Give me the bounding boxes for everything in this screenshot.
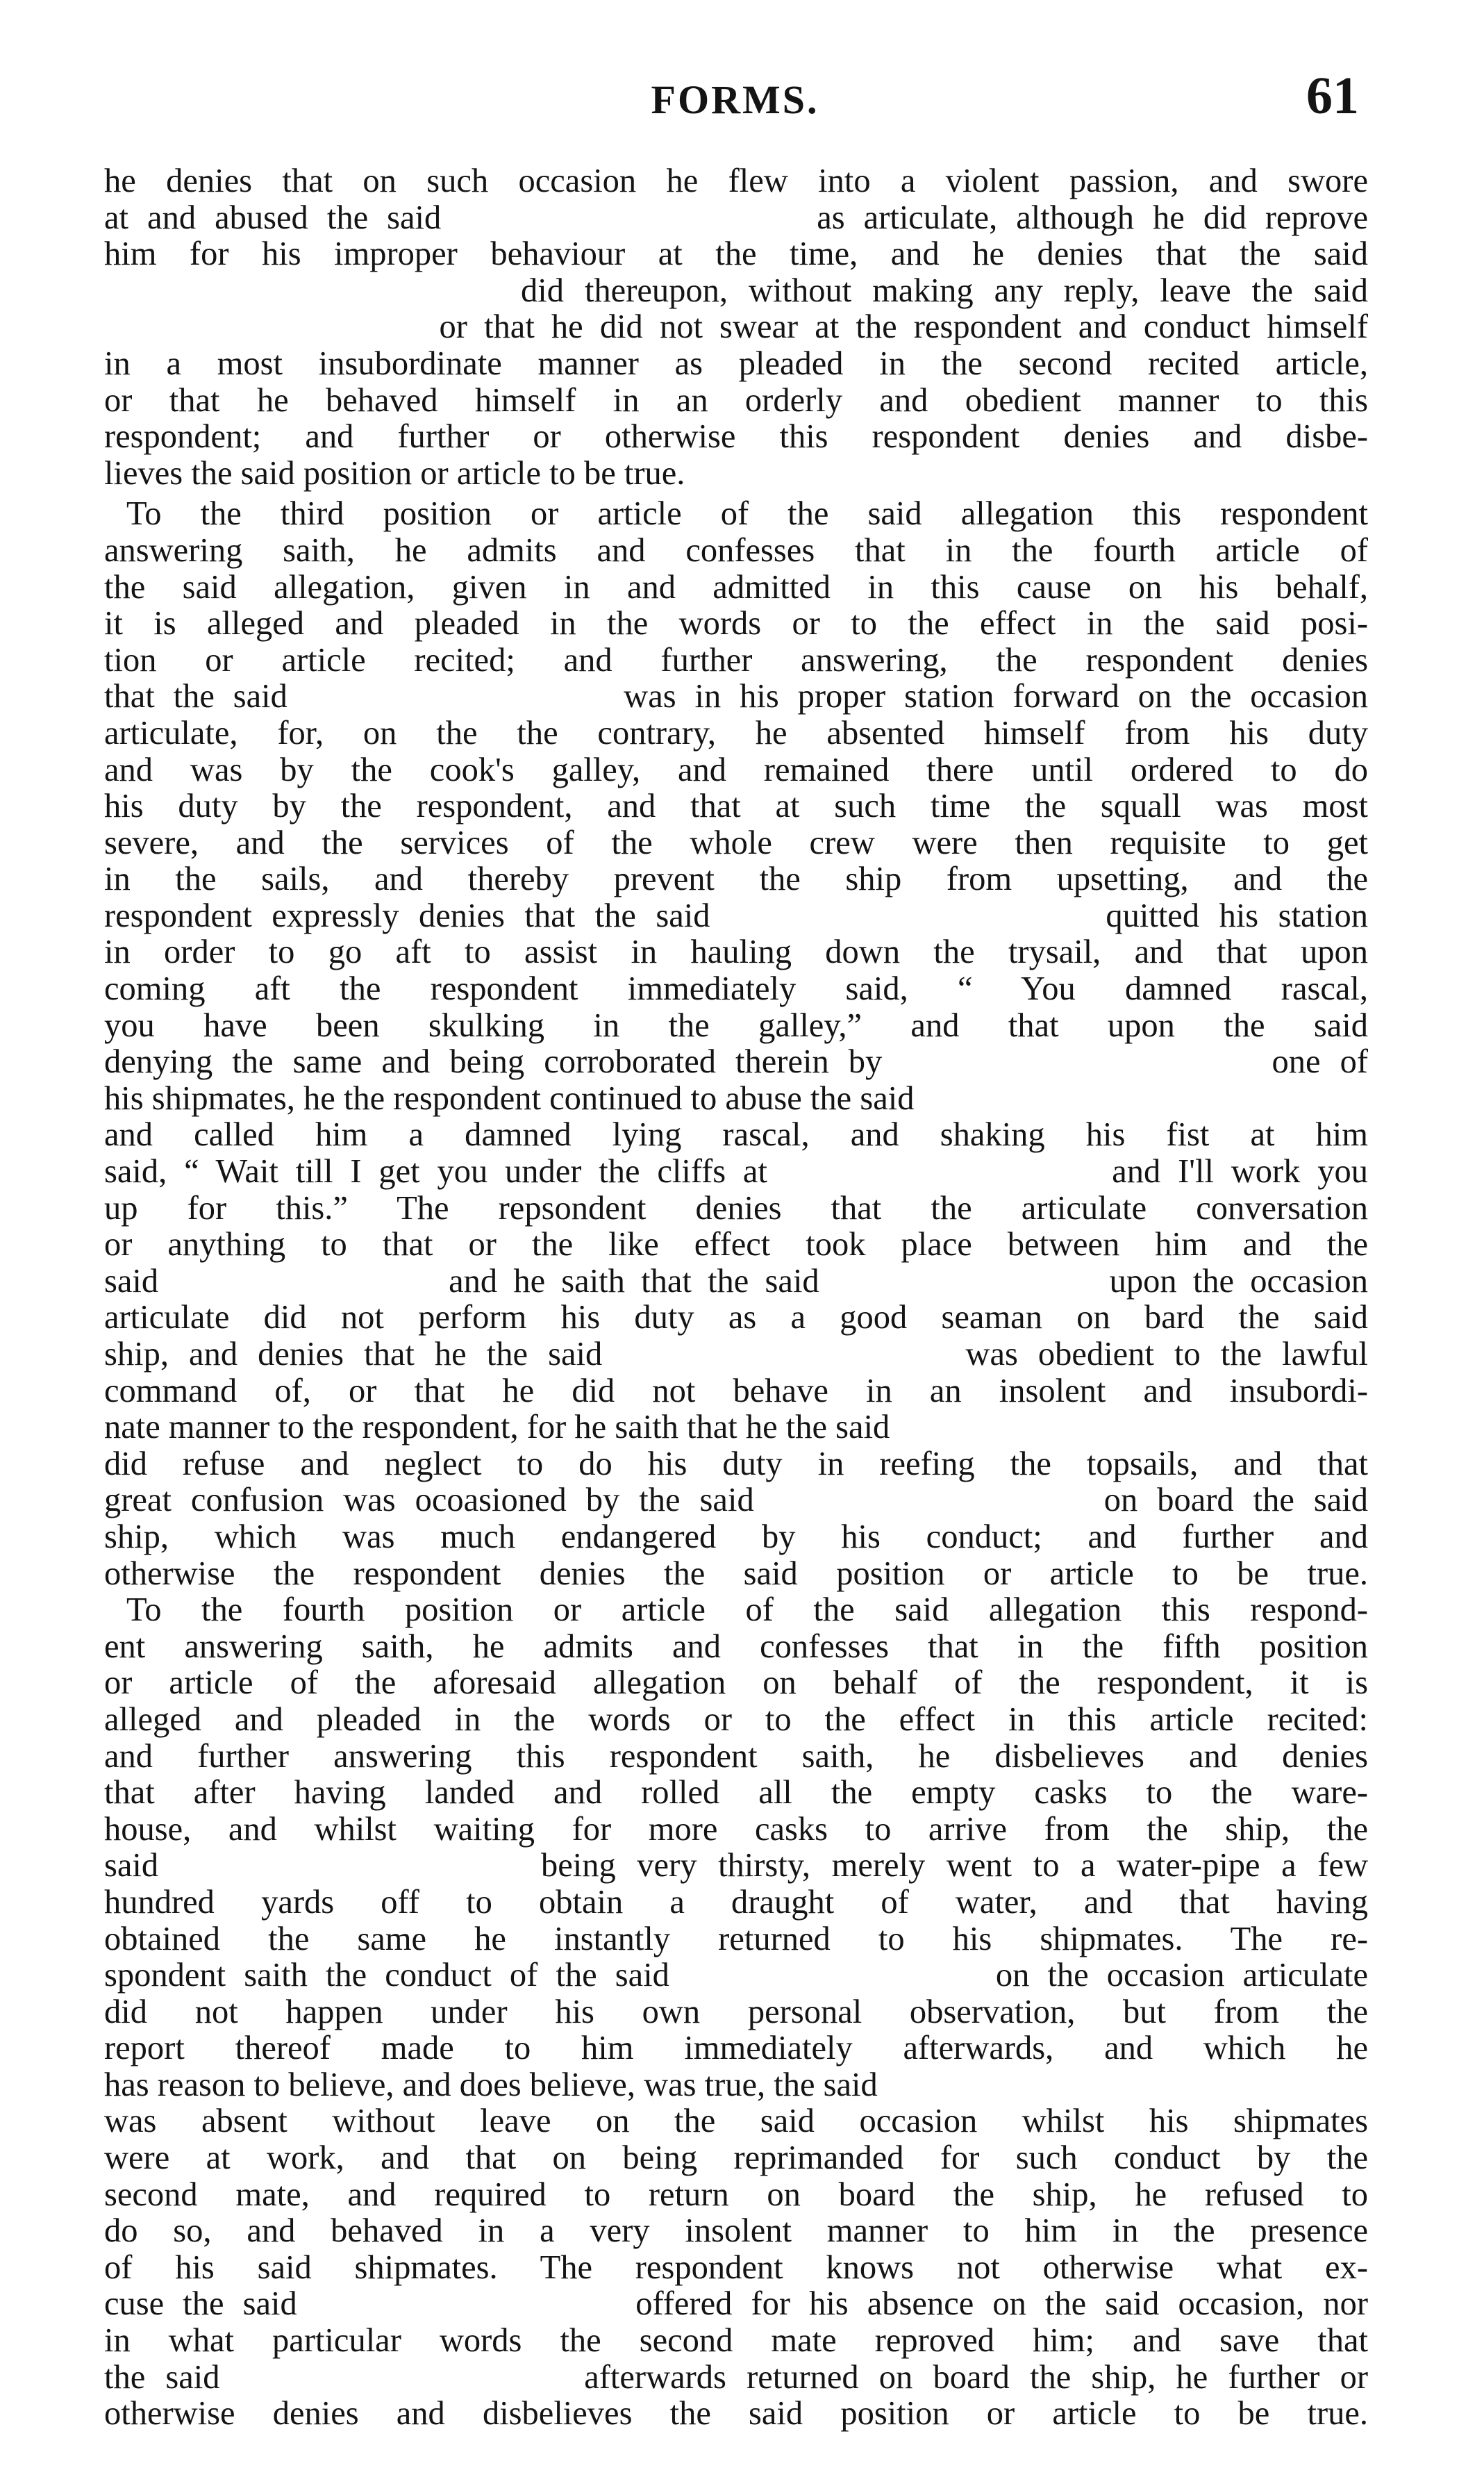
text-line: he denies that on such occasion he flew into a violent passion, and swore xyxy=(104,163,1368,199)
text-line: articulate did not perform his duty as a good seaman on bard the said xyxy=(104,1300,1368,1336)
text-line: was absent without leave on the said occasion whilst his shipmates xyxy=(104,2103,1368,2140)
text-line: in what particular words the second mate reproved him; and save that xyxy=(104,2323,1368,2360)
text-line: otherwise denies and disbelieves the said position or article to be true. xyxy=(104,2396,1368,2433)
text-line: him for his improper behaviour at the time, and he denies that the said xyxy=(104,236,1368,273)
text-line: the said afterwards returned on board the ship, he further or xyxy=(104,2359,1368,2396)
text-line: did not happen under his own personal observation, but from the xyxy=(104,1994,1368,2030)
text-line: or anything to that or the like effect took place between him and the xyxy=(104,1227,1368,1264)
text-line: great confusion was ocoasioned by the said on board the said xyxy=(104,1482,1368,1519)
text-line: severe, and the services of the whole crew were then requisite to get xyxy=(104,825,1368,861)
text-line: obtained the same he instantly returned to his shipmates. The re- xyxy=(104,1921,1368,1957)
text-line: denying the same and being corroborated therein by one of xyxy=(104,1044,1368,1081)
text-line: nate manner to the respondent, for he saith that he the said xyxy=(104,1409,890,1446)
text-line: ship, and denies that he the said was obedient to the lawful xyxy=(104,1336,1368,1373)
text-line: in order to go aft to assist in hauling down the trysail, and that upon xyxy=(104,934,1368,971)
text-line: tion or article recited; and further answering, the respondent denies xyxy=(104,642,1368,679)
text-line: up for this.” The repsondent denies that the articulate conversation xyxy=(104,1190,1368,1227)
text-line: or that he did not swear at the respondent and conduct himself xyxy=(104,309,1368,346)
body-text xyxy=(104,163,1368,2433)
text-line: second mate, and required to return on board the ship, he refused to xyxy=(104,2176,1368,2213)
text-line: his duty by the respondent, and that at such time the squall was most xyxy=(104,788,1368,825)
text-line: and was by the cook's galley, and remained there until ordered to do xyxy=(104,752,1368,788)
text-line: did thereupon, without making any reply, leave the said xyxy=(104,272,1368,309)
text-line: said being very thirsty, merely went to a water-pipe a few xyxy=(104,1848,1368,1884)
page-number: 61 xyxy=(1306,67,1359,125)
text-line: were at work, and that on being reprimanded for such conduct by the xyxy=(104,2140,1368,2177)
text-line: coming aft the respondent immediately said, “ You damned rascal, xyxy=(104,971,1368,1008)
text-line: spondent saith the conduct of the said on the occasion articulate xyxy=(104,1957,1368,1994)
text-line: and further answering this respondent saith, he disbelieves and denies xyxy=(104,1738,1368,1775)
text-line: report thereof made to him immediately afterwards, and which he xyxy=(104,2030,1368,2067)
text-line: it is alleged and pleaded in the words or to the effect in the said posi- xyxy=(104,606,1368,643)
text-line: ship, which was much endangered by his conduct; and further and xyxy=(104,1518,1368,1555)
text-line: that the said was in his proper station forward on the occasion xyxy=(104,679,1368,715)
text-line: hundred yards off to obtain a draught of water, and that having xyxy=(104,1884,1368,1921)
text-line: and called him a damned lying rascal, and shaking his fist at him xyxy=(104,1117,1368,1154)
page-header xyxy=(111,66,1359,129)
text-line: of his said shipmates. The respondent knows not otherwise what ex- xyxy=(104,2249,1368,2286)
text-line: said and he saith that the said upon the occasion xyxy=(104,1263,1368,1300)
running-title: FORMS. xyxy=(651,77,819,122)
text-line: articulate, for, on the the contrary, he absented himself from his duty xyxy=(104,715,1368,752)
text-line: that after having landed and rolled all the empty casks to the ware- xyxy=(104,1775,1368,1812)
text-line: answering saith, he admits and confesses that in the fourth article of xyxy=(104,532,1368,569)
text-line: lieves the said position or article to be true. xyxy=(104,455,685,492)
text-line: did refuse and neglect to do his duty in reefing the topsails, and that xyxy=(104,1445,1368,1482)
text-line: said, “ Wait till I get you under the cliffs at and I'll work you xyxy=(104,1154,1368,1191)
text-line: otherwise the respondent denies the said position or article to be true. xyxy=(104,1555,1368,1592)
text-line: respondent expressly denies that the said quitted his station xyxy=(104,897,1368,934)
text-line: respondent; and further or otherwise this respondent denies and disbe- xyxy=(104,419,1368,456)
text-line: the said allegation, given in and admitted in this cause on his behalf, xyxy=(104,569,1368,606)
text-line: his shipmates, he the respondent continued to abuse the said xyxy=(104,1080,915,1117)
text-line: To the third position or article of the said allegation this respondent xyxy=(126,496,1368,533)
text-line: alleged and pleaded in the words or to the effect in this article recited: xyxy=(104,1701,1368,1738)
text-line: command of, or that he did not behave in an insolent and insubordi- xyxy=(104,1373,1368,1409)
text-line: or article of the aforesaid allegation on behalf of the respondent, it is xyxy=(104,1665,1368,1702)
text-line: house, and whilst waiting for more casks to arrive from the ship, the xyxy=(104,1811,1368,1848)
text-line: do so, and behaved in a very insolent manner to him in the presence xyxy=(104,2213,1368,2250)
text-line: or that he behaved himself in an orderly and obedient manner to this xyxy=(104,382,1368,419)
text-line: To the fourth position or article of the said allegation this respond- xyxy=(126,1592,1368,1629)
text-line: you have been skulking in the galley,” and that upon the said xyxy=(104,1007,1368,1044)
text-line: in the sails, and thereby prevent the ship from upsetting, and the xyxy=(104,861,1368,898)
text-line: in a most insubordinate manner as pleaded in the second recited article, xyxy=(104,345,1368,382)
text-line: has reason to believe, and does believe, was true, the said xyxy=(104,2066,878,2103)
text-line: at and abused the said as articulate, although he did reprove xyxy=(104,199,1368,236)
text-line: cuse the said offered for his absence on the said occasion, nor xyxy=(104,2286,1368,2323)
text-line: ent answering saith, he admits and confesses that in the fifth position xyxy=(104,1628,1368,1665)
